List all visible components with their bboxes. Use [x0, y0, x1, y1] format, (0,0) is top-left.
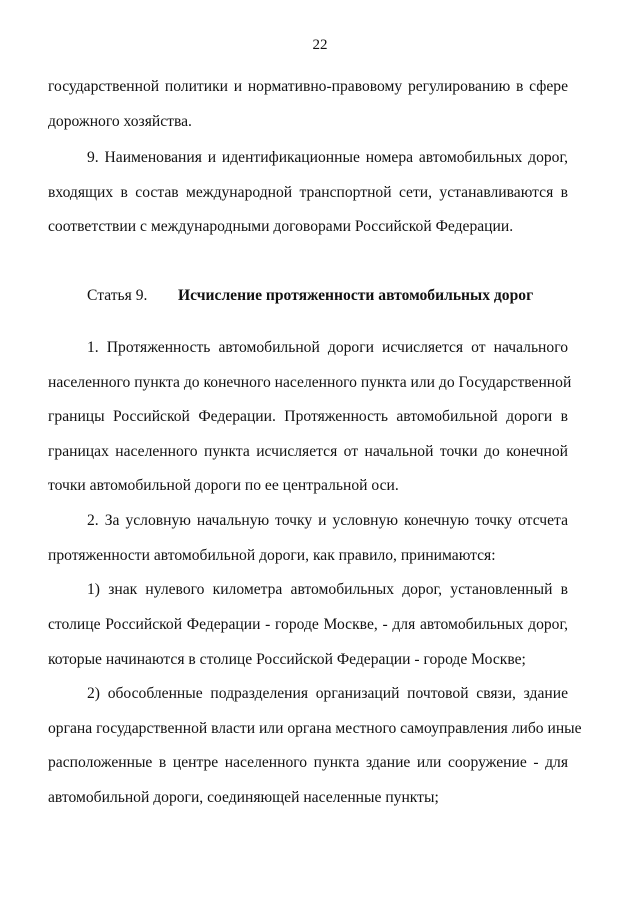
text-line: входящих в состав международной транспортной сети, устанавливаются в — [48, 184, 568, 201]
text-line: соответствии с международными договорами Российской Федерации. — [48, 218, 514, 235]
text-line: автомобильной дороги, соединяющей населенные пункты; — [48, 789, 439, 806]
text-line: 9. Наименования и идентификационные номера автомобильных дорог, — [87, 149, 568, 166]
text-line: 2. За условную начальную точку и условную конечную точку отсчета — [87, 512, 568, 529]
text-line: точки автомобильной дороги по ее центральной оси. — [48, 477, 399, 494]
text-line: расположенные в центре населенного пункта здание или сооружение - для — [48, 754, 568, 771]
article-number: Статья 9. — [87, 287, 148, 304]
text-line: 1) знак нулевого километра автомобильных дорог, установленный в — [87, 581, 568, 598]
text-line: границы Российской Федерации. Протяженность автомобильной дороги в — [48, 408, 568, 425]
page-number: 22 — [312, 37, 328, 53]
text-line: столице Российской Федерации - городе Москве, - для автомобильных дорог, — [48, 616, 568, 633]
text-line: границах населенного пункта исчисляется от начальной точки до конечной — [48, 443, 568, 460]
text-line: дорожного хозяйства. — [48, 113, 192, 130]
article-title: Исчисление протяженности автомобильных дорог — [178, 287, 534, 304]
text-line: 2) обособленные подразделения организаций почтовой связи, здание — [87, 685, 568, 702]
text-line: 1. Протяженность автомобильной дороги исчисляется от начального — [87, 339, 568, 356]
text-line: населенного пункта до конечного населенного пункта или до Государственной — [48, 374, 572, 391]
text-line: протяженности автомобильной дороги, как правило, принимаются: — [48, 547, 496, 564]
text-line: государственной политики и нормативно-правовому регулированию в сфере — [48, 78, 568, 95]
text-line: органа государственной власти или органа местного самоуправления либо иные — [48, 720, 582, 737]
text-line: которые начинаются в столице Российской Федерации - городе Москве; — [48, 651, 526, 668]
